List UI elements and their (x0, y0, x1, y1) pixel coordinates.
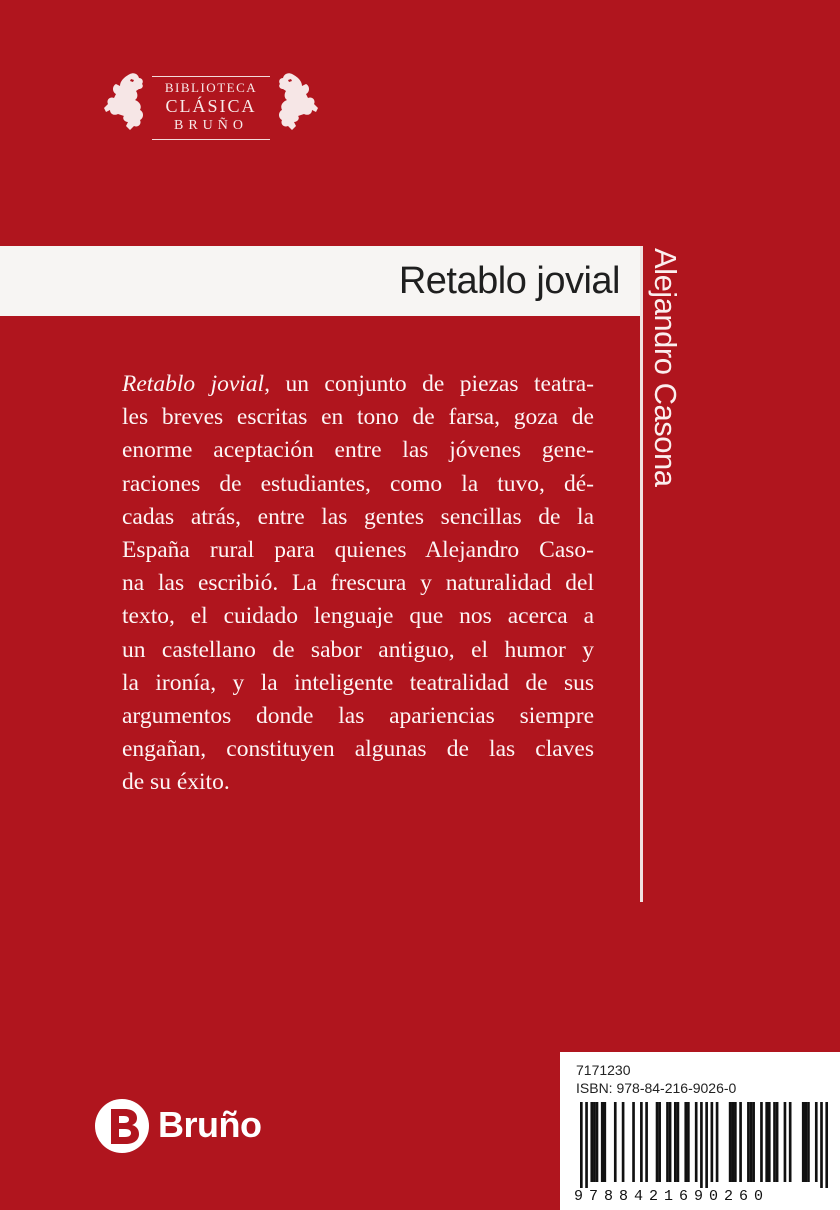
barcode-bar (669, 1102, 672, 1182)
barcode-bars (580, 1102, 828, 1188)
blurb-line: les breves escritas en tono de farsa, goza de (122, 404, 594, 431)
barcode-bar (684, 1102, 687, 1182)
barcode-bar (750, 1102, 753, 1182)
author-name: Alejandro Casona (648, 248, 683, 487)
barcode-bar (695, 1102, 698, 1182)
blurb-text (122, 368, 594, 800)
barcode-bar (658, 1102, 661, 1182)
barcode-bar (815, 1102, 818, 1182)
blurb-paragraph (122, 368, 594, 800)
blurb-line: cadas atrás, entre las gentes sencillas de la (122, 503, 594, 530)
blurb-line: España rural para quienes Alejandro Caso- (122, 537, 594, 564)
barcode-bar (711, 1102, 714, 1182)
series-name-box (152, 76, 270, 140)
blurb-line: Retablo jovial, un conjunto de piezas teatra- (122, 371, 594, 397)
blurb-line: argumentos donde las apariencias siempre (122, 703, 594, 730)
barcode-bar (593, 1102, 596, 1182)
barcode-bar (677, 1102, 680, 1182)
barcode-bar (585, 1102, 588, 1188)
barcode-bar (820, 1102, 823, 1188)
barcode-bar (596, 1102, 599, 1182)
barcode-bar (622, 1102, 625, 1182)
barcode-digits: 9788421690260 (574, 1188, 770, 1205)
barcode-bar (674, 1102, 677, 1182)
series-line-bruno: BRUÑO (173, 118, 248, 133)
barcode-bar (805, 1102, 808, 1182)
heraldic-lion-icon (100, 70, 146, 134)
barcode-bar (731, 1102, 734, 1182)
publisher-name: Bruño (158, 1104, 262, 1145)
barcode-bar (601, 1102, 604, 1182)
product-ref: 7171230 (576, 1062, 631, 1078)
blurb-line: un castellano de sabor antiguo, el humor y (122, 636, 594, 663)
blurb-line: na las escribió. La frescura y naturalidad del (122, 570, 594, 597)
barcode-bar (666, 1102, 669, 1182)
series-logo (98, 66, 326, 146)
series-line-clasica: CLÁSICA (165, 96, 257, 116)
barcode-bar (739, 1102, 742, 1182)
blurb-line: la ironía, y la inteligente teatralidad de sus (122, 669, 594, 696)
barcode-bar (640, 1102, 643, 1182)
barcode-bar (825, 1102, 828, 1188)
barcode-bar (656, 1102, 659, 1182)
blurb-line: texto, el cuidado lenguaje que nos acerca a (122, 603, 594, 630)
barcode-bar (807, 1102, 810, 1182)
barcode-bar (760, 1102, 763, 1182)
barcode-bar (747, 1102, 750, 1182)
barcode-bar (784, 1102, 787, 1182)
book-title: Retablo jovial (398, 260, 620, 302)
blurb-line: engañan, constituyen algunas de las claves (122, 736, 594, 763)
barcode-bar (590, 1102, 593, 1182)
barcode-bar (729, 1102, 732, 1182)
heraldic-lion-icon (276, 70, 322, 134)
barcode-bar (614, 1102, 617, 1182)
blurb-line: enorme aceptación entre las jóvenes gene- (122, 437, 594, 464)
barcode-bar (705, 1102, 708, 1188)
barcode-bar (716, 1102, 719, 1182)
barcode-bar (752, 1102, 755, 1182)
barcode-bar (632, 1102, 635, 1182)
barcode-bar (776, 1102, 779, 1182)
barcode-bar (734, 1102, 737, 1182)
barcode-bar (645, 1102, 648, 1182)
barcode-bar (773, 1102, 776, 1182)
barcode-bar (700, 1102, 703, 1188)
barcode-bar (603, 1102, 606, 1182)
barcode-bar (789, 1102, 792, 1182)
publisher-b-icon (94, 1098, 150, 1154)
barcode-bar (765, 1102, 768, 1182)
barcode-bar (687, 1102, 690, 1182)
barcode-bar (802, 1102, 805, 1182)
barcode-bar (580, 1102, 583, 1188)
barcode-bar (768, 1102, 771, 1182)
blurb-italic-title: Retablo jovial, (122, 371, 270, 397)
publisher-logo (94, 1098, 294, 1154)
barcode-box (560, 1052, 840, 1210)
blurb-line: raciones de estudiantes, como la tuvo, dé- (122, 470, 594, 497)
blurb-line: de su éxito. (122, 769, 230, 796)
series-line-biblioteca: BIBLIOTECA (164, 80, 258, 95)
title-band (0, 246, 640, 316)
isbn-label: ISBN: 978-84-216-9026-0 (576, 1080, 737, 1096)
